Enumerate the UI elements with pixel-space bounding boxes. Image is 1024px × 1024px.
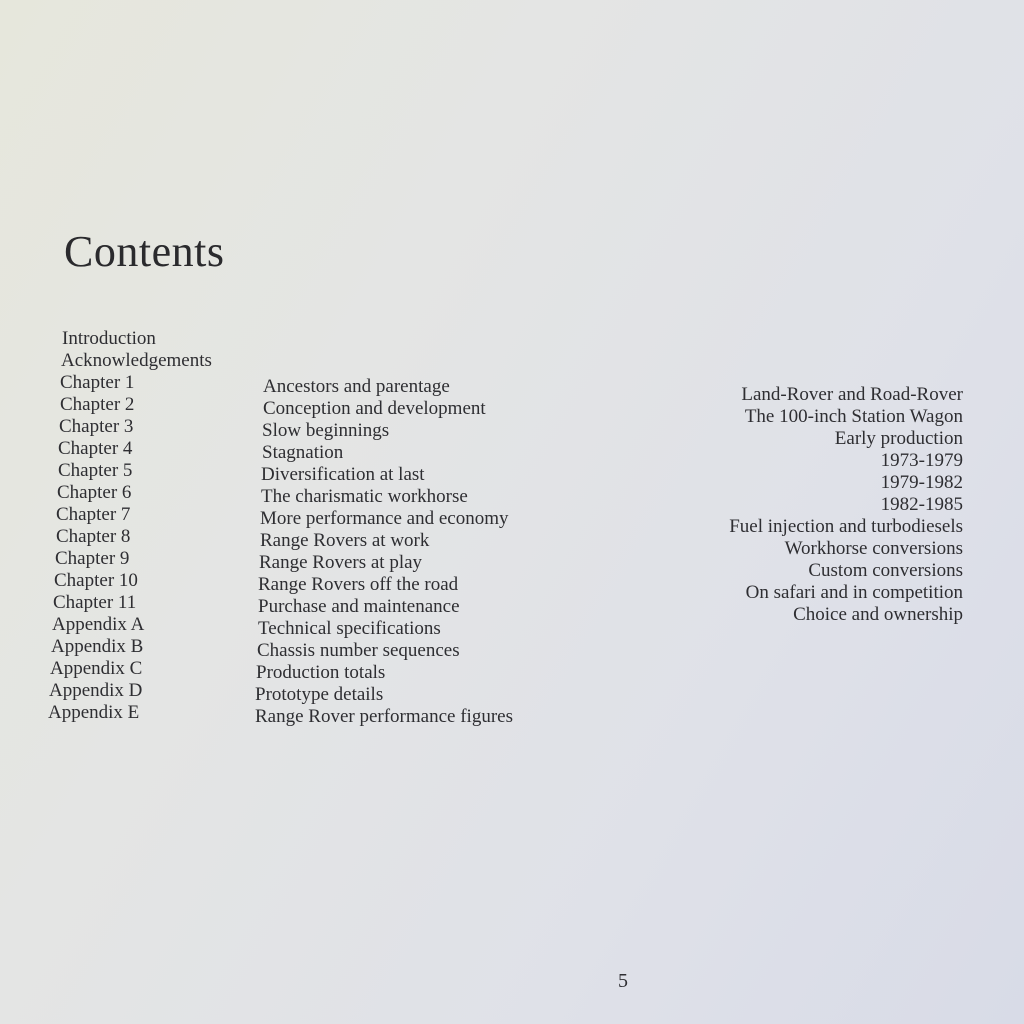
contents-label: Appendix D: [49, 680, 143, 701]
chapter-title: Diversification at last: [261, 464, 425, 485]
section-subtitle: Early production: [834, 428, 963, 449]
chapter-title: Range Rovers at work: [260, 530, 430, 551]
page-title: Contents: [64, 227, 225, 276]
contents-titles-column: [0, 376, 600, 728]
contents-label: Appendix E: [48, 702, 140, 723]
page-number: 5: [618, 970, 628, 992]
chapter-title: Technical specifications: [258, 618, 441, 639]
chapter-title: Purchase and maintenance: [258, 596, 460, 617]
section-subtitle: 1973-1979: [880, 450, 963, 471]
contents-label: Chapter 11: [53, 592, 137, 613]
contents-label: Chapter 9: [55, 548, 130, 569]
contents-label: Chapter 10: [54, 570, 138, 591]
chapter-title: Range Rover performance figures: [255, 706, 513, 727]
contents-label: Chapter 1: [60, 372, 135, 393]
contents-label: Chapter 5: [58, 460, 133, 481]
section-subtitle: On safari and in competition: [745, 582, 963, 603]
chapter-title: Chassis number sequences: [257, 640, 460, 661]
section-subtitle: The 100-inch Station Wagon: [744, 406, 963, 427]
section-subtitle: 1982-1985: [880, 494, 963, 515]
chapter-title: Stagnation: [262, 442, 344, 463]
contents-label: Chapter 7: [56, 504, 131, 525]
section-subtitle: Fuel injection and turbodiesels: [729, 516, 963, 537]
contents-label: Chapter 3: [59, 416, 134, 437]
contents-label: Chapter 2: [60, 394, 135, 415]
contents-label: Acknowledgements: [61, 350, 212, 371]
section-subtitle: Land-Rover and Road-Rover: [741, 384, 963, 405]
chapter-title: Ancestors and parentage: [263, 376, 450, 397]
contents-label: Chapter 6: [57, 482, 132, 503]
chapter-title: More performance and economy: [260, 508, 509, 529]
section-subtitle: Custom conversions: [808, 560, 963, 581]
chapter-title: Slow beginnings: [262, 420, 390, 441]
section-subtitle: Choice and ownership: [793, 604, 963, 625]
contents-label: Chapter 8: [56, 526, 131, 547]
chapter-title: Range Rovers off the road: [258, 574, 459, 595]
section-subtitle: Workhorse conversions: [784, 538, 963, 559]
contents-label: Appendix C: [50, 658, 143, 679]
chapter-title: Conception and development: [263, 398, 486, 419]
contents-sections-column: [640, 384, 963, 626]
chapter-title: Prototype details: [255, 684, 384, 705]
contents-label: Introduction: [62, 328, 156, 349]
contents-label: Appendix B: [51, 636, 144, 657]
section-subtitle: 1979-1982: [880, 472, 963, 493]
contents-label: Chapter 4: [58, 438, 133, 459]
contents-label: Appendix A: [52, 614, 145, 635]
chapter-title: Production totals: [256, 662, 386, 683]
chapter-title: Range Rovers at play: [259, 552, 423, 573]
chapter-title: The charismatic workhorse: [261, 486, 468, 507]
